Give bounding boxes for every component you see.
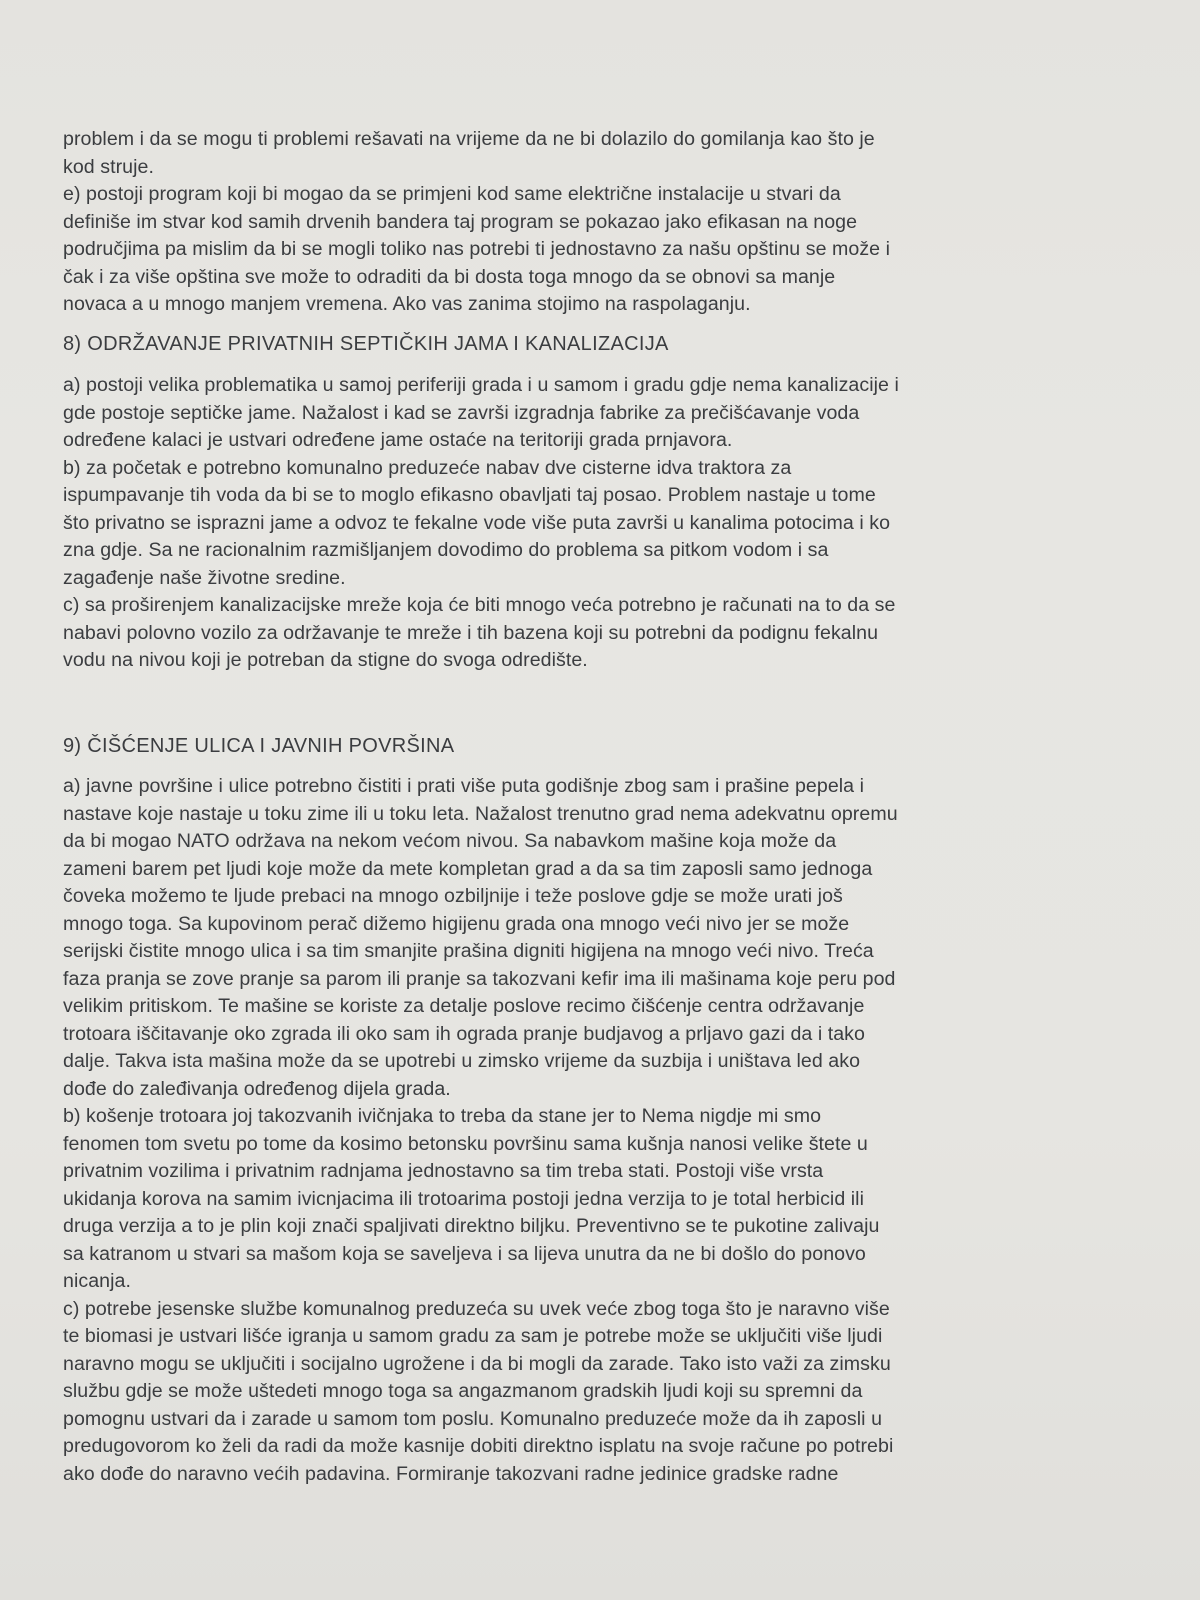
section-9-item-b (63, 1103, 1140, 1296)
text-line: službu gdje se može uštedeti mnogo toga sa angazmanom gradskih ljudi koji su spremni da (63, 1380, 863, 1402)
text-line: definiše im stvar kod samih drvenih bandera taj program se pokazao jako efikasan na noge (63, 210, 858, 233)
text-line: ako dođe do naravno većih padavina. Formiranje takozvani radne jedinice gradske radne (63, 1462, 839, 1485)
text-line: zagađenje naše životne sredine. (63, 566, 346, 589)
text-line: pomognu ustvari da i zarade u samom tom poslu. Komunalno preduzeće može da ih zaposli u (63, 1407, 883, 1430)
text-line: mnogo toga. Sa kupovinom perač dižemo higijenu grada ona mnogo veći nivo jer se može (63, 912, 850, 935)
text-line: druga verzija a to je plin koji znači spaljivati direktno biljku. Preventivno se te pukotine zalivaju (63, 1215, 880, 1237)
text-line: trotoara iščitavanje oko zgrada ili oko sam ih ograda pranje budjavog a prljavo gazi da i tako (63, 1022, 865, 1045)
text-line: b) za početak e potrebno komunalno preduzeće nabav dve cisterne idva traktora za (63, 456, 792, 479)
text-line: zna gdje. Sa ne racionalnim razmišljanjem dovodimo do problema sa pitkom vodom i sa (63, 539, 829, 561)
text-line: čak i za više opština sve može to odraditi da bi dosta toga mnogo da se obnovi sa manje (63, 265, 836, 288)
section-8-item-a (63, 372, 1140, 455)
text-line: područjima pa mislim da bi se mogli toliko nas potrebi ti jednostavno za našu opštinu se može i (63, 238, 891, 260)
text-line: b) košenje trotoara joj takozvanih ivičnjaka to treba da stane jer to Nema nigdje mi smo (63, 1105, 822, 1127)
text-line: nicanja. (63, 1270, 131, 1292)
text-line: određene kalaci je ustvari određene jame ostaće na teritoriji grada prnjavora. (63, 429, 733, 451)
text-line: e) postoji program koji bi mogao da se primjeni kod same električne instalacije u stvari da (63, 183, 841, 205)
text-line: faza pranja se zove pranje sa parom ili pranje sa takozvani kefir ima ili mašinama koje peru pod (63, 967, 896, 990)
text-line: gde postoje septičke jame. Nažalost i kad se završi izgradnja fabrike za prečišćavanje voda (63, 401, 860, 424)
text-line: dođe do zaleđivanja određenog dijela grada. (63, 1077, 451, 1100)
text-line: sa katranom u stvari sa mašom koja se saveljeva i sa lijeva unutra da ne bi došlo do ponovo (63, 1242, 866, 1265)
text-line: problem i da se mogu ti problemi rešavati na vrijeme da ne bi dolazilo do gomilanja kao što je (63, 128, 875, 150)
text-line: privatnim vozilima i privatnim radnjama jednostavno sa tim treba stati. Postoji više vrsta (63, 1160, 824, 1182)
section-8-item-b (63, 455, 1140, 593)
intro-paragraph (63, 126, 1140, 181)
text-line: fenomen tom svetu po tome da kosimo betonsku površinu sama kušnja nanosi velike štete u (63, 1132, 868, 1155)
section-8-item-c (63, 592, 1140, 675)
section-9-item-c (63, 1296, 1140, 1489)
text-line: c) potrebe jesenske službe komunalnog preduzeća su uvek veće zbog toga što je naravno više (63, 1297, 890, 1320)
text-line: vodu na nivou koji je potreban da stigne do svoga odredište. (63, 649, 588, 671)
text-line: velikim pritiskom. Te mašine se koriste za detalje poslove recimo čišćenje centra održavanje (63, 995, 865, 1017)
text-line: novaca a u mnogo manjem vremena. Ako vas zanima stojimo na raspolaganju. (63, 293, 751, 315)
text-line: c) sa proširenjem kanalizacijske mreže koja će biti mnogo veća potrebno je računati na to da se (63, 594, 896, 616)
text-line: zameni barem pet ljudi koje može da mete kompletan grad a da sa tim zaposli samo jednoga (63, 857, 873, 880)
text-line: predugovorom ko želi da radi da može kasnije dobiti direktno isplatu na svoje račune po potrebi (63, 1435, 894, 1457)
section-9-heading: 9) ČIŠĆENJE ULICA I JAVNIH POVRŠINA (63, 734, 455, 757)
text-line: dalje. Takva ista mašina može da se upotrebi u zimsko vrijeme da suzbija i uništava led ako (63, 1050, 861, 1072)
text-line: a) javne površine i ulice potrebno čistiti i prati više puta godišnje zbog sam i prašine pepela i (63, 775, 865, 797)
text-line: da bi mogao NATO održava na nekom većom nivou. Sa nabavkom mašine koja može da (63, 830, 837, 852)
item-e-paragraph (63, 181, 1140, 319)
text-line: te biomasi je ustvari lišće igranja u samom gradu za sam je potrebe može se uključiti više ljudi (63, 1325, 883, 1347)
text-line: ukidanja korova na samim ivicnjacima ili trotoarima postoji jedna verzija to je total herbicid ili (63, 1187, 864, 1210)
text-line: ispumpavanje tih voda da bi se to moglo efikasno obavljati taj posao. Problem nastaje u tome (63, 484, 876, 506)
text-line: nabavi polovno vozilo za održavanje te mreže i tih bazena koji su potrebni da podignu fekalnu (63, 621, 879, 644)
section-9-item-a (63, 773, 1140, 1103)
text-line: čoveka možemo te ljude prebaci na mnogo ozbiljnije i teže poslove gdje se može urati još (63, 885, 843, 907)
section-8-heading: 8) ODRŽAVANJE PRIVATNIH SEPTIČKIH JAMA I KANALIZACIJA (63, 332, 669, 355)
text-line: što privatno se isprazni jame a odvoz te fekalne vode više puta završi u kanalima potocima i ko (63, 511, 891, 534)
text-line: kod struje. (63, 155, 154, 178)
text-line: naravno mogu se uključiti i socijalno ugrožene i da bi mogli da zarade. Tako isto važi za zimsku (63, 1352, 891, 1375)
text-line: nastave koje nastaje u toku zime ili u toku leta. Nažalost trenutno grad nema adekvatnu opremu (63, 802, 898, 825)
text-line: a) postoji velika problematika u samoj periferiji grada i u samom i gradu gdje nema kanalizacije i (63, 374, 899, 396)
text-line: serijski čistite mnogo ulica i sa tim smanjite prašina digniti higijena na mnogo veći nivo. Treća (63, 940, 874, 962)
